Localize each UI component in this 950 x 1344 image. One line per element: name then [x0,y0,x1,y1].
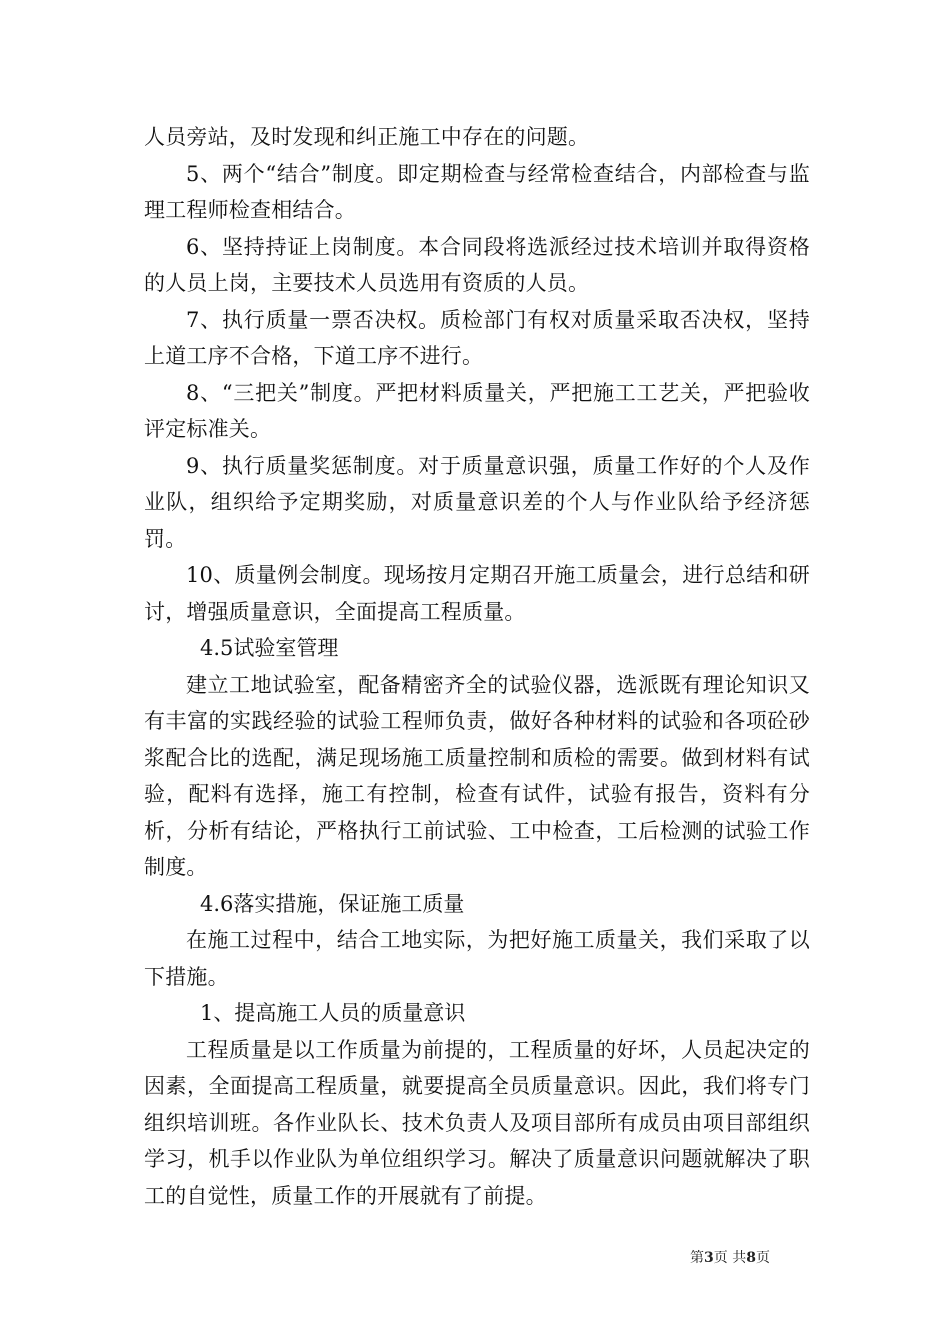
section-heading: 4.6落实措施，保证施工质量 [200,891,465,916]
paragraph: 6、坚持持证上岗制度。本合同段将选派经过技术培训并取得资格的人员上岗，主要技术人员选用有资质的人员。 [144,234,810,295]
paragraph: 5、两个“结合”制度。即定期检查与经常检查结合，内部检查与监理工程师检查相结合。 [144,161,810,222]
footer-prefix: 第 [690,1250,704,1266]
paragraph: 7、执行质量一票否决权。质检部门有权对质量采取否决权，坚持上道工序不合格，下道工序不进行。 [144,307,810,368]
page-footer [690,1247,770,1267]
section-heading: 4.5试验室管理 [200,636,339,660]
paragraph: 10、质量例会制度。现场按月定期召开施工质量会，进行总结和研讨，增强质量意识，全面提高工程质量。 [144,563,810,624]
paragraph: 9、执行质量奖惩制度。对于质量意识强，质量工作好的个人及作业队，组织给予定期奖励，对质量意识差的个人与作业队给予经济惩罚。 [144,453,810,551]
document-body [144,119,810,1214]
paragraph: 人员旁站，及时发现和纠正施工中存在的问题。 [144,125,590,149]
footer-suffix: 页 [755,1250,770,1266]
paragraph: 工程质量是以工作质量为前提的，工程质量的好坏，人员起决定的因素，全面提高工程质量，就要提高全员质量意识。因此，我们将专门组织培训班。各作业队长、技术负责人及项目部所有成员由项目部组织学习，机手以作业队为单位组织学习。解决了质量意识问题就解决了职工的自觉性，质量工作的开展就有了前提。 [144,1037,810,1208]
paragraph: 8、“三把关”制度。严把材料质量关，严把施工工艺关，严把验收评定标准关。 [144,380,810,441]
paragraph: 在施工过程中，结合工地实际，为把好施工质量关，我们采取了以下措施。 [144,928,810,989]
current-page-number: 3 [704,1250,714,1266]
paragraph: 建立工地试验室，配备精密齐全的试验仪器，选派既有理论知识又有丰富的实践经验的试验工程师负责，做好各种材料的试验和各项砼砂浆配合比的选配，满足现场施工质量控制和质检的需要。做到材料有试验，配料有选择，施工有控制，检查有试件，试验有报告，资料有分析，分析有结论，严格执行工前试验、工中检查，工后检测的试验工作制度。 [144,672,810,879]
subsection-heading: 1、提高施工人员的质量意识 [200,1001,466,1025]
footer-middle: 页 共 [713,1250,747,1266]
total-page-number: 8 [746,1250,756,1266]
